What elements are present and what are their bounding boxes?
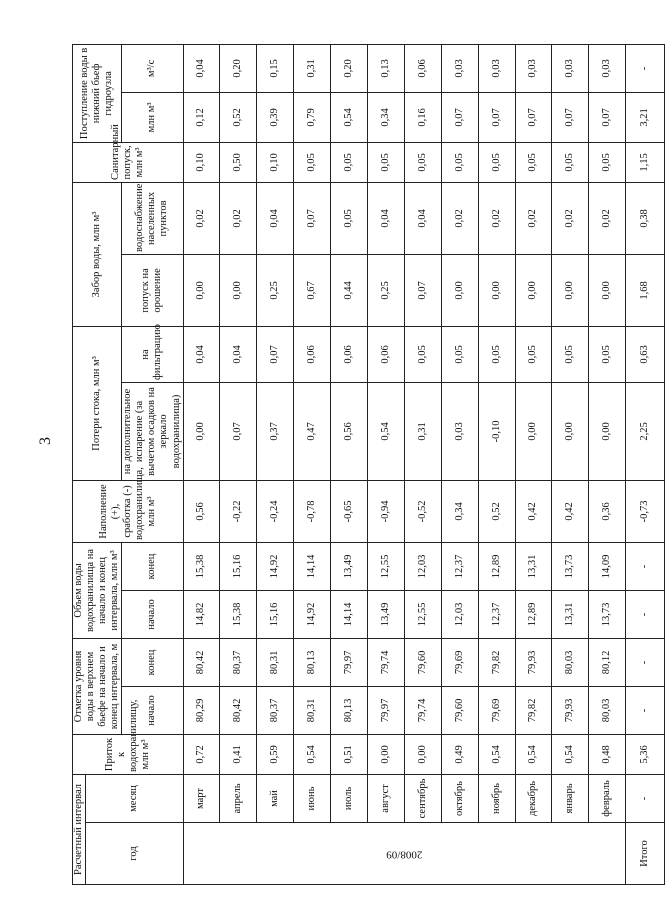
total-volume-end: - bbox=[626, 542, 665, 590]
table-body bbox=[183, 44, 626, 884]
cell-outflow-rate: 0,03 bbox=[552, 44, 589, 92]
total-level-end: - bbox=[626, 638, 665, 686]
cell-outflow-volume: 0,07 bbox=[478, 92, 515, 142]
cell-evaporation: 0,00 bbox=[589, 382, 626, 480]
year-cell bbox=[183, 823, 626, 885]
header-accumulation: Наполнение (+), сработка (-) водохранилища, млн м³ bbox=[73, 480, 184, 542]
total-level-start: - bbox=[626, 686, 665, 734]
cell-inflow: 0,54 bbox=[294, 734, 331, 774]
cell-inflow: 0,41 bbox=[220, 734, 257, 774]
total-month: - bbox=[626, 774, 665, 822]
table-frame bbox=[72, 45, 651, 885]
cell-evaporation: 0,00 bbox=[552, 382, 589, 480]
table-row bbox=[183, 44, 220, 884]
cell-outflow-rate: 0,03 bbox=[441, 44, 478, 92]
table-row bbox=[441, 44, 478, 884]
header-year: год bbox=[86, 823, 184, 885]
cell-level-start: 79,82 bbox=[515, 686, 552, 734]
cell-month: май bbox=[257, 774, 294, 822]
cell-irrigation: 0,25 bbox=[257, 254, 294, 326]
year-label: 2008/09 bbox=[386, 847, 423, 860]
cell-level-start: 80,03 bbox=[589, 686, 626, 734]
cell-irrigation: 0,00 bbox=[478, 254, 515, 326]
cell-filtration: 0,05 bbox=[441, 326, 478, 382]
header-level-end: конец bbox=[122, 638, 183, 686]
cell-filtration: 0,06 bbox=[331, 326, 368, 382]
cell-inflow: 0,49 bbox=[441, 734, 478, 774]
cell-filtration: 0,06 bbox=[368, 326, 405, 382]
header-outflow-group: Поступление воды в нижний бьеф гидроузла bbox=[73, 44, 122, 142]
total-label: Итого bbox=[626, 823, 665, 885]
total-outflow-rate: - bbox=[626, 44, 665, 92]
cell-inflow: 0,54 bbox=[515, 734, 552, 774]
cell-level-end: 79,60 bbox=[404, 638, 441, 686]
cell-volume-start: 15,16 bbox=[257, 590, 294, 638]
cell-inflow: 0,00 bbox=[404, 734, 441, 774]
cell-sanitary: 0,10 bbox=[183, 142, 220, 182]
cell-sanitary: 0,05 bbox=[331, 142, 368, 182]
cell-sanitary: 0,05 bbox=[589, 142, 626, 182]
cell-outflow-volume: 0,07 bbox=[515, 92, 552, 142]
cell-volume-end: 15,38 bbox=[183, 542, 220, 590]
cell-filtration: 0,05 bbox=[404, 326, 441, 382]
cell-sanitary: 0,05 bbox=[552, 142, 589, 182]
cell-level-end: 79,93 bbox=[515, 638, 552, 686]
cell-sanitary: 0,05 bbox=[294, 142, 331, 182]
cell-evaporation: 0,07 bbox=[220, 382, 257, 480]
cell-level-end: 80,42 bbox=[183, 638, 220, 686]
cell-outflow-rate: 0,03 bbox=[478, 44, 515, 92]
cell-settlements: 0,02 bbox=[515, 182, 552, 254]
cell-level-end: 80,37 bbox=[220, 638, 257, 686]
cell-volume-end: 14,14 bbox=[294, 542, 331, 590]
cell-sanitary: 0,05 bbox=[478, 142, 515, 182]
header-outflow-rate: м³/с bbox=[122, 44, 183, 92]
cell-level-end: 80,12 bbox=[589, 638, 626, 686]
cell-outflow-volume: 0,07 bbox=[441, 92, 478, 142]
cell-accumulation: -0,24 bbox=[257, 480, 294, 542]
cell-inflow: 0,54 bbox=[552, 734, 589, 774]
cell-volume-end: 13,49 bbox=[331, 542, 368, 590]
cell-settlements: 0,05 bbox=[331, 182, 368, 254]
cell-settlements: 0,04 bbox=[257, 182, 294, 254]
table-total bbox=[626, 44, 665, 884]
cell-filtration: 0,07 bbox=[257, 326, 294, 382]
rotated-table-container bbox=[72, 45, 651, 885]
header-withdrawal-group: Забор воды, млн м³ bbox=[73, 182, 122, 326]
cell-volume-end: 13,31 bbox=[515, 542, 552, 590]
table-row bbox=[478, 44, 515, 884]
cell-filtration: 0,05 bbox=[589, 326, 626, 382]
cell-evaporation: 0,00 bbox=[515, 382, 552, 480]
header-sanitary-release: Санитарный попуск, млн м³ bbox=[73, 142, 184, 182]
cell-volume-end: 14,92 bbox=[257, 542, 294, 590]
cell-level-end: 79,74 bbox=[368, 638, 405, 686]
cell-level-start: 79,93 bbox=[552, 686, 589, 734]
cell-accumulation: -0,65 bbox=[331, 480, 368, 542]
table-row bbox=[589, 44, 626, 884]
cell-accumulation: -0,22 bbox=[220, 480, 257, 542]
cell-month: декабрь bbox=[515, 774, 552, 822]
total-inflow: 5,36 bbox=[626, 734, 665, 774]
total-accumulation: -0,73 bbox=[626, 480, 665, 542]
page-number: 3 bbox=[37, 437, 54, 445]
water-balance-table bbox=[72, 44, 665, 885]
cell-accumulation: 0,42 bbox=[552, 480, 589, 542]
cell-level-start: 80,13 bbox=[331, 686, 368, 734]
table-row bbox=[257, 44, 294, 884]
cell-outflow-volume: 0,54 bbox=[331, 92, 368, 142]
cell-outflow-volume: 0,39 bbox=[257, 92, 294, 142]
cell-level-start: 80,29 bbox=[183, 686, 220, 734]
cell-accumulation: 0,56 bbox=[183, 480, 220, 542]
cell-month: март bbox=[183, 774, 220, 822]
cell-level-start: 80,37 bbox=[257, 686, 294, 734]
cell-accumulation: 0,42 bbox=[515, 480, 552, 542]
total-filtration: 0,63 bbox=[626, 326, 665, 382]
cell-outflow-rate: 0,15 bbox=[257, 44, 294, 92]
cell-volume-start: 12,37 bbox=[478, 590, 515, 638]
cell-evaporation: 0,54 bbox=[368, 382, 405, 480]
cell-month: сентябрь bbox=[404, 774, 441, 822]
header-level-start: начало bbox=[122, 686, 183, 734]
cell-evaporation: 0,56 bbox=[331, 382, 368, 480]
cell-volume-end: 12,03 bbox=[404, 542, 441, 590]
total-volume-start: - bbox=[626, 590, 665, 638]
cell-evaporation: -0,10 bbox=[478, 382, 515, 480]
cell-accumulation: 0,34 bbox=[441, 480, 478, 542]
cell-level-start: 80,42 bbox=[220, 686, 257, 734]
header-level-group: Отметка уровня воды в верхнем бьефе на начало и конец интервала, м bbox=[73, 638, 122, 734]
cell-irrigation: 0,00 bbox=[441, 254, 478, 326]
cell-sanitary: 0,05 bbox=[368, 142, 405, 182]
header-outflow-volume: млн м³ bbox=[122, 92, 183, 142]
header-volume-start: начало bbox=[122, 590, 183, 638]
cell-volume-start: 12,03 bbox=[441, 590, 478, 638]
cell-inflow: 0,51 bbox=[331, 734, 368, 774]
cell-evaporation: 0,03 bbox=[441, 382, 478, 480]
cell-settlements: 0,02 bbox=[183, 182, 220, 254]
header-interval: Расчетный интервал bbox=[73, 774, 86, 884]
cell-outflow-rate: 0,31 bbox=[294, 44, 331, 92]
cell-volume-end: 14,09 bbox=[589, 542, 626, 590]
cell-irrigation: 0,00 bbox=[552, 254, 589, 326]
cell-volume-start: 14,82 bbox=[183, 590, 220, 638]
cell-irrigation: 0,00 bbox=[220, 254, 257, 326]
cell-filtration: 0,06 bbox=[294, 326, 331, 382]
cell-outflow-volume: 0,52 bbox=[220, 92, 257, 142]
cell-volume-start: 13,31 bbox=[552, 590, 589, 638]
table-row bbox=[368, 44, 405, 884]
cell-volume-end: 12,89 bbox=[478, 542, 515, 590]
cell-outflow-rate: 0,13 bbox=[368, 44, 405, 92]
cell-inflow: 0,00 bbox=[368, 734, 405, 774]
cell-sanitary: 0,50 bbox=[220, 142, 257, 182]
cell-filtration: 0,04 bbox=[220, 326, 257, 382]
total-irrigation: 1,68 bbox=[626, 254, 665, 326]
cell-volume-end: 13,73 bbox=[552, 542, 589, 590]
cell-volume-end: 15,16 bbox=[220, 542, 257, 590]
cell-level-end: 79,69 bbox=[441, 638, 478, 686]
cell-outflow-rate: 0,04 bbox=[183, 44, 220, 92]
cell-filtration: 0,04 bbox=[183, 326, 220, 382]
cell-settlements: 0,04 bbox=[368, 182, 405, 254]
cell-outflow-volume: 0,07 bbox=[552, 92, 589, 142]
header-withdrawal-settlements: водоснабжение населенных пунктов bbox=[122, 182, 183, 254]
cell-outflow-volume: 0,07 bbox=[589, 92, 626, 142]
cell-volume-start: 14,14 bbox=[331, 590, 368, 638]
header-losses-group: Потери стока, млн м³ bbox=[73, 326, 122, 480]
cell-accumulation: -0,52 bbox=[404, 480, 441, 542]
cell-level-end: 80,03 bbox=[552, 638, 589, 686]
cell-outflow-rate: 0,20 bbox=[220, 44, 257, 92]
header-losses-evaporation: на дополнительное испарение (за вычетом осадков на зеркало водохранилища) bbox=[122, 382, 183, 480]
cell-irrigation: 0,67 bbox=[294, 254, 331, 326]
total-evaporation: 2,25 bbox=[626, 382, 665, 480]
cell-settlements: 0,07 bbox=[294, 182, 331, 254]
cell-level-end: 80,13 bbox=[294, 638, 331, 686]
table-row bbox=[331, 44, 368, 884]
total-settlements: 0,38 bbox=[626, 182, 665, 254]
cell-settlements: 0,02 bbox=[589, 182, 626, 254]
cell-accumulation: -0,78 bbox=[294, 480, 331, 542]
cell-level-start: 80,31 bbox=[294, 686, 331, 734]
cell-accumulation: 0,52 bbox=[478, 480, 515, 542]
cell-inflow: 0,72 bbox=[183, 734, 220, 774]
cell-level-end: 79,82 bbox=[478, 638, 515, 686]
cell-evaporation: 0,47 bbox=[294, 382, 331, 480]
table-row bbox=[294, 44, 331, 884]
cell-irrigation: 0,00 bbox=[515, 254, 552, 326]
total-row bbox=[626, 44, 665, 884]
cell-irrigation: 0,44 bbox=[331, 254, 368, 326]
table-row bbox=[552, 44, 589, 884]
cell-month: апрель bbox=[220, 774, 257, 822]
cell-volume-start: 12,89 bbox=[515, 590, 552, 638]
cell-month: август bbox=[368, 774, 405, 822]
cell-outflow-volume: 0,12 bbox=[183, 92, 220, 142]
cell-volume-start: 15,38 bbox=[220, 590, 257, 638]
cell-irrigation: 0,07 bbox=[404, 254, 441, 326]
cell-level-end: 80,31 bbox=[257, 638, 294, 686]
cell-month: октябрь bbox=[441, 774, 478, 822]
total-sanitary: 1,15 bbox=[626, 142, 665, 182]
cell-outflow-rate: 0,03 bbox=[589, 44, 626, 92]
cell-outflow-volume: 0,16 bbox=[404, 92, 441, 142]
cell-volume-start: 13,73 bbox=[589, 590, 626, 638]
cell-level-start: 79,60 bbox=[441, 686, 478, 734]
cell-inflow: 0,59 bbox=[257, 734, 294, 774]
cell-settlements: 0,04 bbox=[404, 182, 441, 254]
header-volume-group: Объем воды водохранилища на начало и конец интервала, млн м³ bbox=[73, 542, 122, 638]
header-volume-end: конец bbox=[122, 542, 183, 590]
cell-outflow-rate: 0,03 bbox=[515, 44, 552, 92]
cell-month: январь bbox=[552, 774, 589, 822]
cell-evaporation: 0,37 bbox=[257, 382, 294, 480]
cell-inflow: 0,48 bbox=[589, 734, 626, 774]
table-row bbox=[515, 44, 552, 884]
cell-sanitary: 0,10 bbox=[257, 142, 294, 182]
cell-level-start: 79,69 bbox=[478, 686, 515, 734]
cell-irrigation: 0,25 bbox=[368, 254, 405, 326]
header-losses-filtration: на фильтрацию bbox=[122, 326, 183, 382]
cell-volume-end: 12,37 bbox=[441, 542, 478, 590]
cell-settlements: 0,02 bbox=[220, 182, 257, 254]
cell-filtration: 0,05 bbox=[515, 326, 552, 382]
cell-month: февраль bbox=[589, 774, 626, 822]
total-outflow-volume: 3,21 bbox=[626, 92, 665, 142]
cell-filtration: 0,05 bbox=[552, 326, 589, 382]
cell-outflow-rate: 0,20 bbox=[331, 44, 368, 92]
cell-month: ноябрь bbox=[478, 774, 515, 822]
cell-sanitary: 0,05 bbox=[515, 142, 552, 182]
cell-settlements: 0,02 bbox=[441, 182, 478, 254]
cell-volume-start: 14,92 bbox=[294, 590, 331, 638]
cell-outflow-volume: 0,79 bbox=[294, 92, 331, 142]
cell-irrigation: 0,00 bbox=[589, 254, 626, 326]
cell-settlements: 0,02 bbox=[478, 182, 515, 254]
cell-level-start: 79,97 bbox=[368, 686, 405, 734]
cell-inflow: 0,54 bbox=[478, 734, 515, 774]
cell-filtration: 0,05 bbox=[478, 326, 515, 382]
table-row bbox=[220, 44, 257, 884]
cell-volume-start: 12,55 bbox=[404, 590, 441, 638]
cell-accumulation: -0,94 bbox=[368, 480, 405, 542]
header-inflow: Приток к водохранилищу, млн м³ bbox=[73, 734, 184, 774]
cell-sanitary: 0,05 bbox=[404, 142, 441, 182]
header-withdrawal-irrigation: попуск на орошение bbox=[122, 254, 183, 326]
cell-accumulation: 0,36 bbox=[589, 480, 626, 542]
cell-settlements: 0,02 bbox=[552, 182, 589, 254]
cell-month: июнь bbox=[294, 774, 331, 822]
table-row bbox=[404, 44, 441, 884]
cell-volume-start: 13,49 bbox=[368, 590, 405, 638]
cell-evaporation: 0,00 bbox=[183, 382, 220, 480]
cell-evaporation: 0,31 bbox=[404, 382, 441, 480]
cell-irrigation: 0,00 bbox=[183, 254, 220, 326]
cell-outflow-volume: 0,34 bbox=[368, 92, 405, 142]
cell-volume-end: 12,55 bbox=[368, 542, 405, 590]
header-month: месяц bbox=[86, 774, 184, 822]
cell-month: июль bbox=[331, 774, 368, 822]
cell-outflow-rate: 0,06 bbox=[404, 44, 441, 92]
cell-level-start: 79,74 bbox=[404, 686, 441, 734]
cell-level-end: 79,97 bbox=[331, 638, 368, 686]
cell-sanitary: 0,05 bbox=[441, 142, 478, 182]
